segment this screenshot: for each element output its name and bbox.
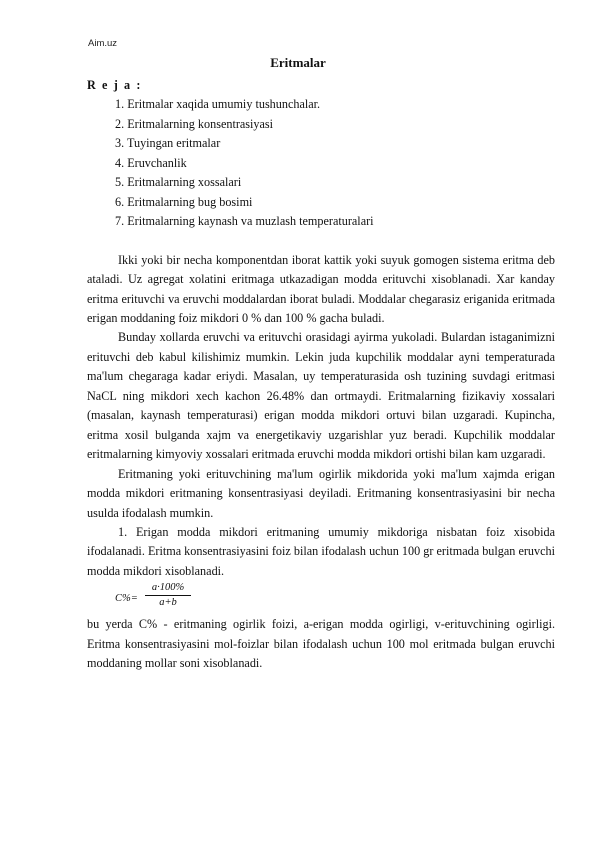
formula-denominator: a+b [159, 597, 177, 609]
plan-item: 2. Eritmalarning konsentrasiyasi [115, 116, 274, 131]
spacer [87, 232, 555, 251]
formula-fraction [145, 581, 191, 610]
document-body [87, 76, 555, 674]
paragraph: Bunday xollarda eruvchi va erituvchi orasidagi ayirma yukoladi. Bulardan istaganimizni erituvchi deb kabul kilishimiz mumkin. Lekin juda kupchilik moddalar ayni temperaturada ma'lum chegaraga kadar eriydi. Masalan, uy temperaturasida osh tuzining suvdagi eritmasi NaCL ning mikdori xech kachon 26.48% dan ortmaydi. Eritmalarning fizikaviy xossalari (masalan, kaynash temperaturasi) erigan modda mikdori ortuvi bilan uzgaradi. Kupincha, eritma xosil bulganda xajm va energetikaviy uzgarishlar yuz beradi. Kupchilik moddalar eritmalarning kimyoviy xossalari eritmada eruvchi modda mikdori ortishi bilan kam uzgaradi. [87, 330, 555, 462]
formula-lhs: C%= [115, 593, 138, 605]
plan-item: 7. Eritmalarning kaynash va muzlash temperaturalari [115, 214, 374, 229]
paragraph: Eritmaning yoki erituvchining ma'lum ogirlik mikdorida yoki ma'lum xajmda erigan modda mikdori eritmaning konsentrasiyasi deyiladi. Eritmaning konsentrasiyasini bir necha usulda ifodalash mumkin. [87, 466, 555, 520]
percent-formula [87, 581, 555, 615]
plan-item: 5. Eritmalarning xossalari [115, 175, 242, 190]
plan-item: 1. Eritmalar xaqida umumiy tushunchalar. [115, 97, 321, 112]
document-title: Eritmalar [270, 55, 326, 70]
site-label: Aim.uz [88, 38, 118, 49]
plan-item: 4. Eruvchanlik [115, 155, 187, 170]
plan-item: 6. Eritmalarning bug bosimi [115, 194, 253, 209]
formula-numerator: a·100% [145, 581, 191, 596]
paragraph: 1. Erigan modda mikdori eritmaning umumiy mikdoriga nisbatan foiz xisobida ifodalanadi. Eritma konsentrasiyasini foiz bilan ifodalash uchun 100 gr eritmada bulgan eruvchi modda mikdori xisoblanadi. [87, 524, 555, 578]
paragraph: Ikki yoki bir necha komponentdan iborat kattik yoki suyuk gomogen sistema eritma deb ataladi. Uz agregat xolatini eritmaga utkazadigan modda erituvchi xisoblanadi. Xar kanday eritma erituvchi va eruvchi moddalardan iborat buladi. Moddalar chegarasiz eriganida eritmada erigan moddaning foiz mikdori 0 % dan 100 % gacha buladi. [87, 252, 555, 325]
plan-list [87, 95, 555, 231]
closing-paragraph: bu yerda C% - eritmaning ogirlik foizi, a-erigan modda ogirligi, v-erituvchining ogirligi. Eritma konsentrasiyasini mol-foizlar bilan ifodalash uchun 100 mol eritmada bulgan eruvchi moddaning mollar soni xisoblanadi. [87, 617, 555, 671]
plan-item: 3. Tuyingan eritmalar [115, 136, 221, 151]
plan-heading: R e j a : [87, 78, 143, 92]
